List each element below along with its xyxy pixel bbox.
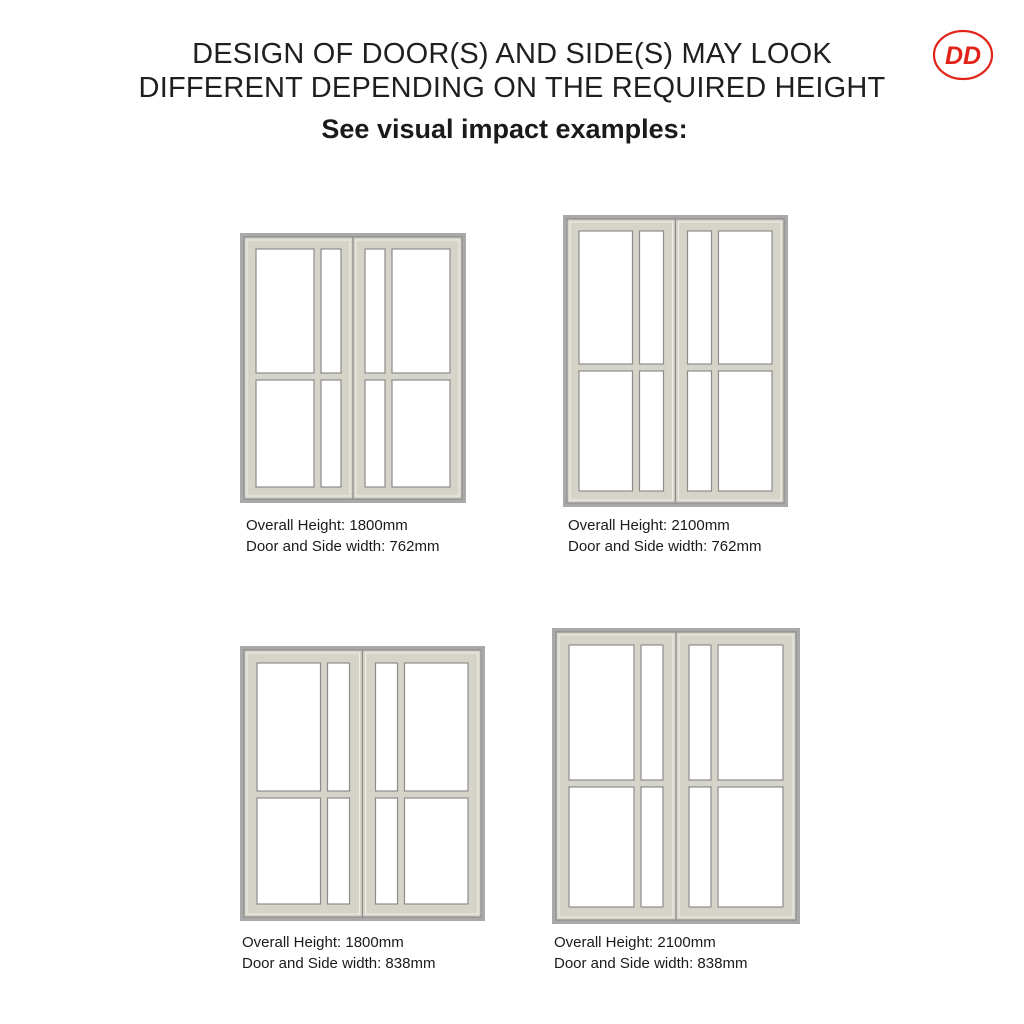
ex4-left-leaf-pane-bottom-left [569,787,634,907]
ex4-right-leaf-pane-top-left [689,645,711,780]
ex4-left-leaf-pane-top-left [569,645,634,780]
ex1-right-leaf-pane-bottom-right [392,380,450,487]
door-example-1800-838 [240,646,485,921]
example-2-width: Door and Side width: 762mm [568,538,762,555]
ex3-left-leaf-pane-bottom-right [328,798,350,904]
ex1-left-leaf [244,237,353,499]
ex2-right-leaf-pane-bottom-left [688,371,712,491]
ex2-left-leaf [567,219,676,503]
example-2-caption [568,515,761,557]
example-4-height: Overall Height: 2100mm [554,934,716,951]
example-1-height: Overall Height: 1800mm [246,517,408,534]
ex3-left-leaf-pane-top-left [257,663,321,791]
example-1-caption [246,515,439,557]
ex2-right-leaf-pane-bottom-right [719,371,773,491]
ex2-right-leaf [676,219,785,503]
ex1-right-leaf-pane-bottom-left [365,380,385,487]
ex4-left-leaf [556,632,676,920]
ex4-right-leaf-pane-top-right [718,645,783,780]
ex1-left-leaf-pane-top-left [256,249,314,373]
headline-line-1: DESIGN OF DOOR(S) AND SIDE(S) MAY LOOK [192,38,832,70]
example-3-width: Door and Side width: 838mm [242,955,436,972]
ex3-right-leaf-pane-top-left [376,663,398,791]
example-1-width: Door and Side width: 762mm [246,538,440,555]
ex3-right-leaf-pane-bottom-right [405,798,469,904]
ex3-left-leaf-pane-top-right [328,663,350,791]
ex3-right-leaf [363,650,482,917]
ex1-right-leaf-pane-top-right [392,249,450,373]
subtitle: See visual impact examples: [321,114,688,144]
headline-line-2: DIFFERENT DEPENDING ON THE REQUIRED HEIGHT [138,72,886,104]
example-2-height: Overall Height: 2100mm [568,517,730,534]
ex4-left-leaf-pane-top-right [641,645,663,780]
ex4-right-leaf-pane-bottom-right [718,787,783,907]
ex4-right-leaf [676,632,796,920]
ex2-left-leaf-pane-top-left [579,231,633,364]
dd-logo [932,29,994,81]
ex1-right-leaf-pane-top-left [365,249,385,373]
ex4-right-leaf-pane-bottom-left [689,787,711,907]
door-example-1800-762 [240,233,466,503]
ex1-right-leaf [353,237,462,499]
ex2-left-leaf-pane-bottom-left [579,371,633,491]
ex1-left-leaf-pane-top-right [321,249,341,373]
example-4-caption [554,932,747,974]
ex2-right-leaf-pane-top-right [719,231,773,364]
ex3-right-leaf-pane-bottom-left [376,798,398,904]
ex1-left-leaf-pane-bottom-left [256,380,314,487]
ex2-left-leaf-pane-bottom-right [640,371,664,491]
door-example-2100-762 [563,215,788,507]
example-3-height: Overall Height: 1800mm [242,934,404,951]
ex3-right-leaf-pane-top-right [405,663,469,791]
example-4-width: Door and Side width: 838mm [554,955,748,972]
ex4-left-leaf-pane-bottom-right [641,787,663,907]
ex2-left-leaf-pane-top-right [640,231,664,364]
example-3-caption [242,932,435,974]
ex1-left-leaf-pane-bottom-right [321,380,341,487]
door-example-2100-838 [552,628,800,924]
ex2-right-leaf-pane-top-left [688,231,712,364]
ex3-left-leaf-pane-bottom-left [257,798,321,904]
ex3-left-leaf [244,650,363,917]
logo-text: DD [944,42,982,70]
